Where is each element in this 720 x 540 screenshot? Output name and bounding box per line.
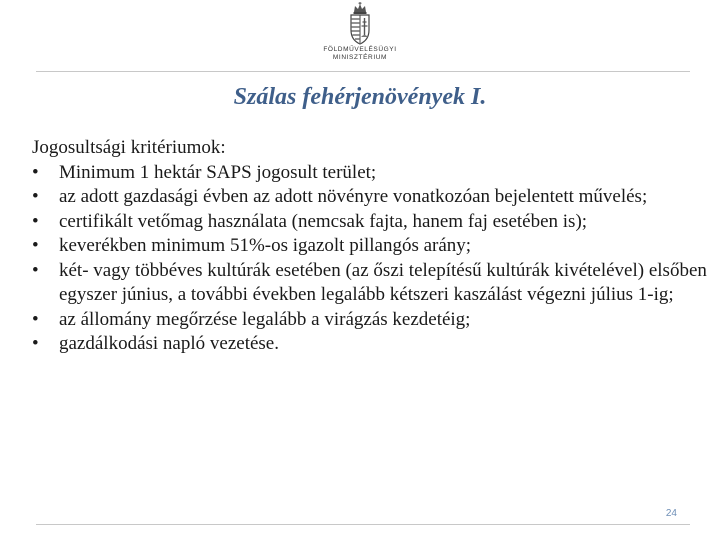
bullet-icon: • [32,210,39,232]
list-item-text: az adott gazdasági évben az adott növényre vonatkozóan bejelentett művelés; [59,186,648,207]
list-item-text: gazdálkodási napló vezetése. [59,333,279,354]
list-item [32,308,712,333]
ministry-name-line1: FÖLDMŰVELÉSÜGYI [323,46,397,53]
list-item [32,332,712,357]
list-item-text: két- vagy többéves kultúrák esetében (az őszi telepítésű kultúrák kivételével) elsőben egyszer június, a további években legalább kétszeri kaszálást végezni július 1-ig; [59,259,707,305]
bullet-icon: • [32,186,39,207]
bullet-icon: • [32,161,39,183]
list-item [32,210,712,235]
bullet-icon: • [32,235,39,256]
ministry-name-line2: MINISZTÉRIUM [332,54,388,61]
ministry-logo [320,2,400,68]
bullet-icon: • [32,333,39,354]
list-item [32,161,712,186]
criteria-heading: Jogosultsági kritériumok: [32,137,226,158]
list-item-text: Minimum 1 hektár SAPS jogosult terület; [59,161,377,183]
list-item-text: keverékben minimum 51%-os igazolt pillangós arány; [59,235,472,256]
list-item-text: az állomány megőrzése legalább a virágzás kezdetéig; [59,308,471,330]
list-item [32,234,712,259]
bullet-icon: • [32,259,39,281]
slide-title: Szálas fehérjenövények I. [233,84,487,110]
list-item [32,259,712,308]
coat-of-arms-icon [320,2,400,46]
footer-divider [36,524,690,525]
bullet-icon: • [32,308,39,330]
list-item [32,185,712,210]
criteria-list [32,161,712,357]
page-number: 24 [665,508,677,519]
list-item-text: certifikált vetőmag használata (nemcsak fajta, hanem faj esetében is); [59,210,588,232]
slide-body [32,136,712,357]
header-divider [36,71,690,72]
